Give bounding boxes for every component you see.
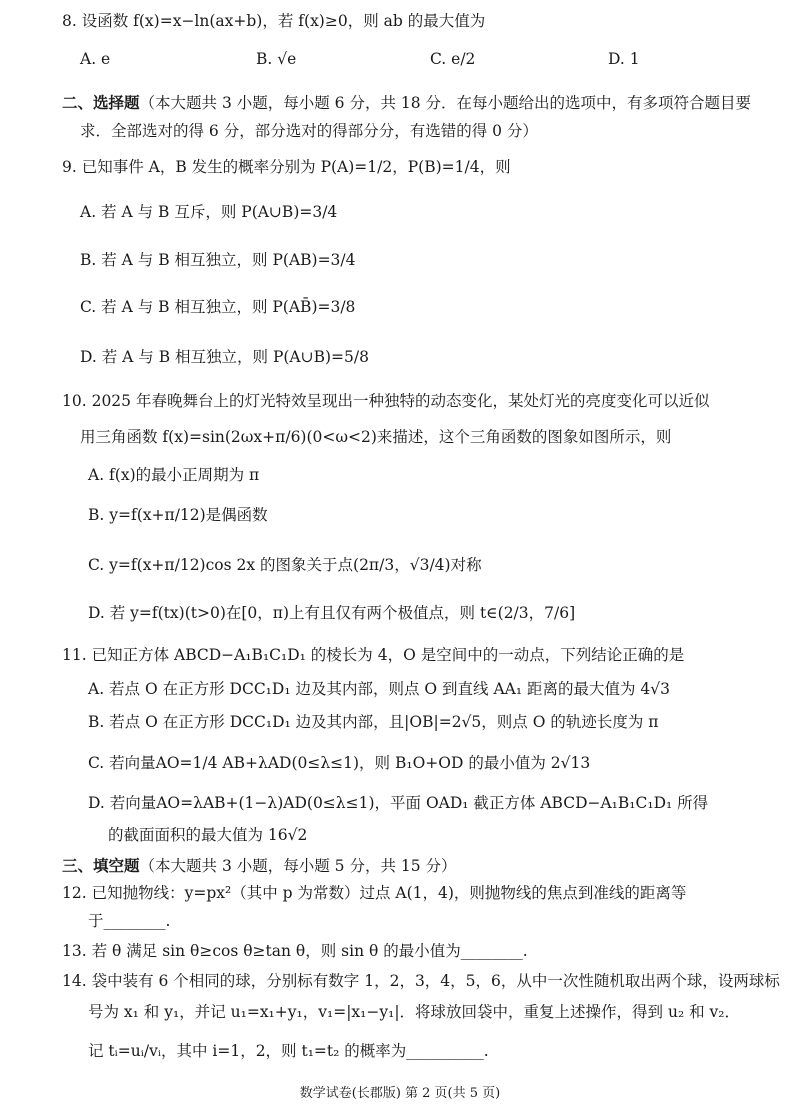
q9-option-a: A. 若 A 与 B 互斥，则 P(A∪B)=3/4 <box>80 203 338 221</box>
section2-header <box>62 94 751 113</box>
q9-option-d: D. 若 A 与 B 相互独立，则 P(A∪B)=5/8 <box>80 348 369 366</box>
q10-option-b: B. y=f(x+π/12)是偶函数 <box>88 506 268 524</box>
q14-line2: 号为 x₁ 和 y₁，并记 u₁=x₁+y₁，v₁=|x₁−y₁|．将球放回袋中，重复上述操作，得到 u₂ 和 v₂． <box>88 1003 740 1021</box>
q10-stem-line2: 用三角函数 f(x)=sin(2ωx+π/6)(0<ω<2)来描述，这个三角函数的图象如图所示，则 <box>80 428 672 446</box>
section3-desc: （本大题共 3 小题，每小题 5 分，共 15 分） <box>139 857 457 875</box>
q11-option-d-line2: 的截面面积的最大值为 16√2 <box>108 826 308 844</box>
q8-stem: 8. 设函数 f(x)=x−ln(ax+b)，若 f(x)≥0，则 ab 的最大值为 <box>62 12 486 30</box>
q8-option-d: D. 1 <box>608 50 640 68</box>
q10-option-c: C. y=f(x+π/12)cos 2x 的图象关于点(2π/3，√3/4)对称 <box>88 556 482 574</box>
section3-title: 三、填空题 <box>62 856 140 875</box>
q14-line3: 记 tᵢ=uᵢ/vᵢ，其中 i=1，2，则 t₁=t₂ 的概率为__________. <box>88 1042 489 1060</box>
q10-option-d: D. 若 y=f(tx)(t>0)在[0，π)上有且仅有两个极值点，则 t∈(2/3，7/6] <box>88 604 576 622</box>
q13-line1: 13. 若 θ 满足 sin θ≥cos θ≥tan θ，则 sin θ 的最小值为________. <box>62 942 528 960</box>
q10-stem-line1: 10. 2025 年春晚舞台上的灯光特效呈现出一种独特的动态变化，某处灯光的亮度变化可以近似 <box>62 392 710 410</box>
section2-title: 二、选择题 <box>62 93 140 112</box>
q8-option-a: A. e <box>80 50 111 68</box>
section2-desc-line1: （本大题共 3 小题，每小题 6 分，共 18 分．在每小题给出的选项中，有多项符合题目要 <box>139 94 752 112</box>
q11-option-a: A. 若点 O 在正方形 DCC₁D₁ 边及其内部，则点 O 到直线 AA₁ 距离的最大值为 4√3 <box>88 680 671 698</box>
q11-option-d: D. 若向量AO=λAB+(1−λ)AD(0≤λ≤1)，平面 OAD₁ 截正方体 ABCD−A₁B₁C₁D₁ 所得 <box>88 794 709 812</box>
q9-option-c: C. 若 A 与 B 相互独立，则 P(AB̄)=3/8 <box>80 298 356 316</box>
q9-stem: 9. 已知事件 A，B 发生的概率分别为 P(A)=1/2，P(B)=1/4，则 <box>62 158 511 176</box>
q14-line1: 14. 袋中装有 6 个相同的球，分别标有数字 1，2，3，4，5，6，从中一次性随机取出两个球，设两球标 <box>62 972 780 990</box>
q8-option-b: B. √e <box>256 50 297 68</box>
q9-option-b: B. 若 A 与 B 相互独立，则 P(AB)=3/4 <box>80 251 356 269</box>
q8-options <box>80 50 780 78</box>
q11-option-b: B. 若点 O 在正方形 DCC₁D₁ 边及其内部，且|OB|=2√5，则点 O 的轨迹长度为 π <box>88 713 659 731</box>
q11-option-c: C. 若向量AO=1/4 AB+λAD(0≤λ≤1)，则 B₁O+OD 的最小值为 2√13 <box>88 754 591 772</box>
page-footer: 数学试卷(长郡版) 第 2 页(共 5 页) <box>299 1086 501 1101</box>
q10-option-a: A. f(x)的最小正周期为 π <box>88 466 260 484</box>
section2-desc-line2: 求．全部选对的得 6 分，部分选对的得部分分，有选错的得 0 分） <box>80 122 538 140</box>
q8-option-c: C. e/2 <box>430 50 476 68</box>
q12-line2: 于________. <box>88 912 171 930</box>
q12-line1: 12. 已知抛物线：y=px²（其中 p 为常数）过点 A(1，4)，则抛物线的焦点到准线的距离等 <box>62 884 687 902</box>
q11-stem: 11. 已知正方体 ABCD−A₁B₁C₁D₁ 的棱长为 4，O 是空间中的一动点，下列结论正确的是 <box>62 646 685 664</box>
section3-header <box>62 857 457 876</box>
